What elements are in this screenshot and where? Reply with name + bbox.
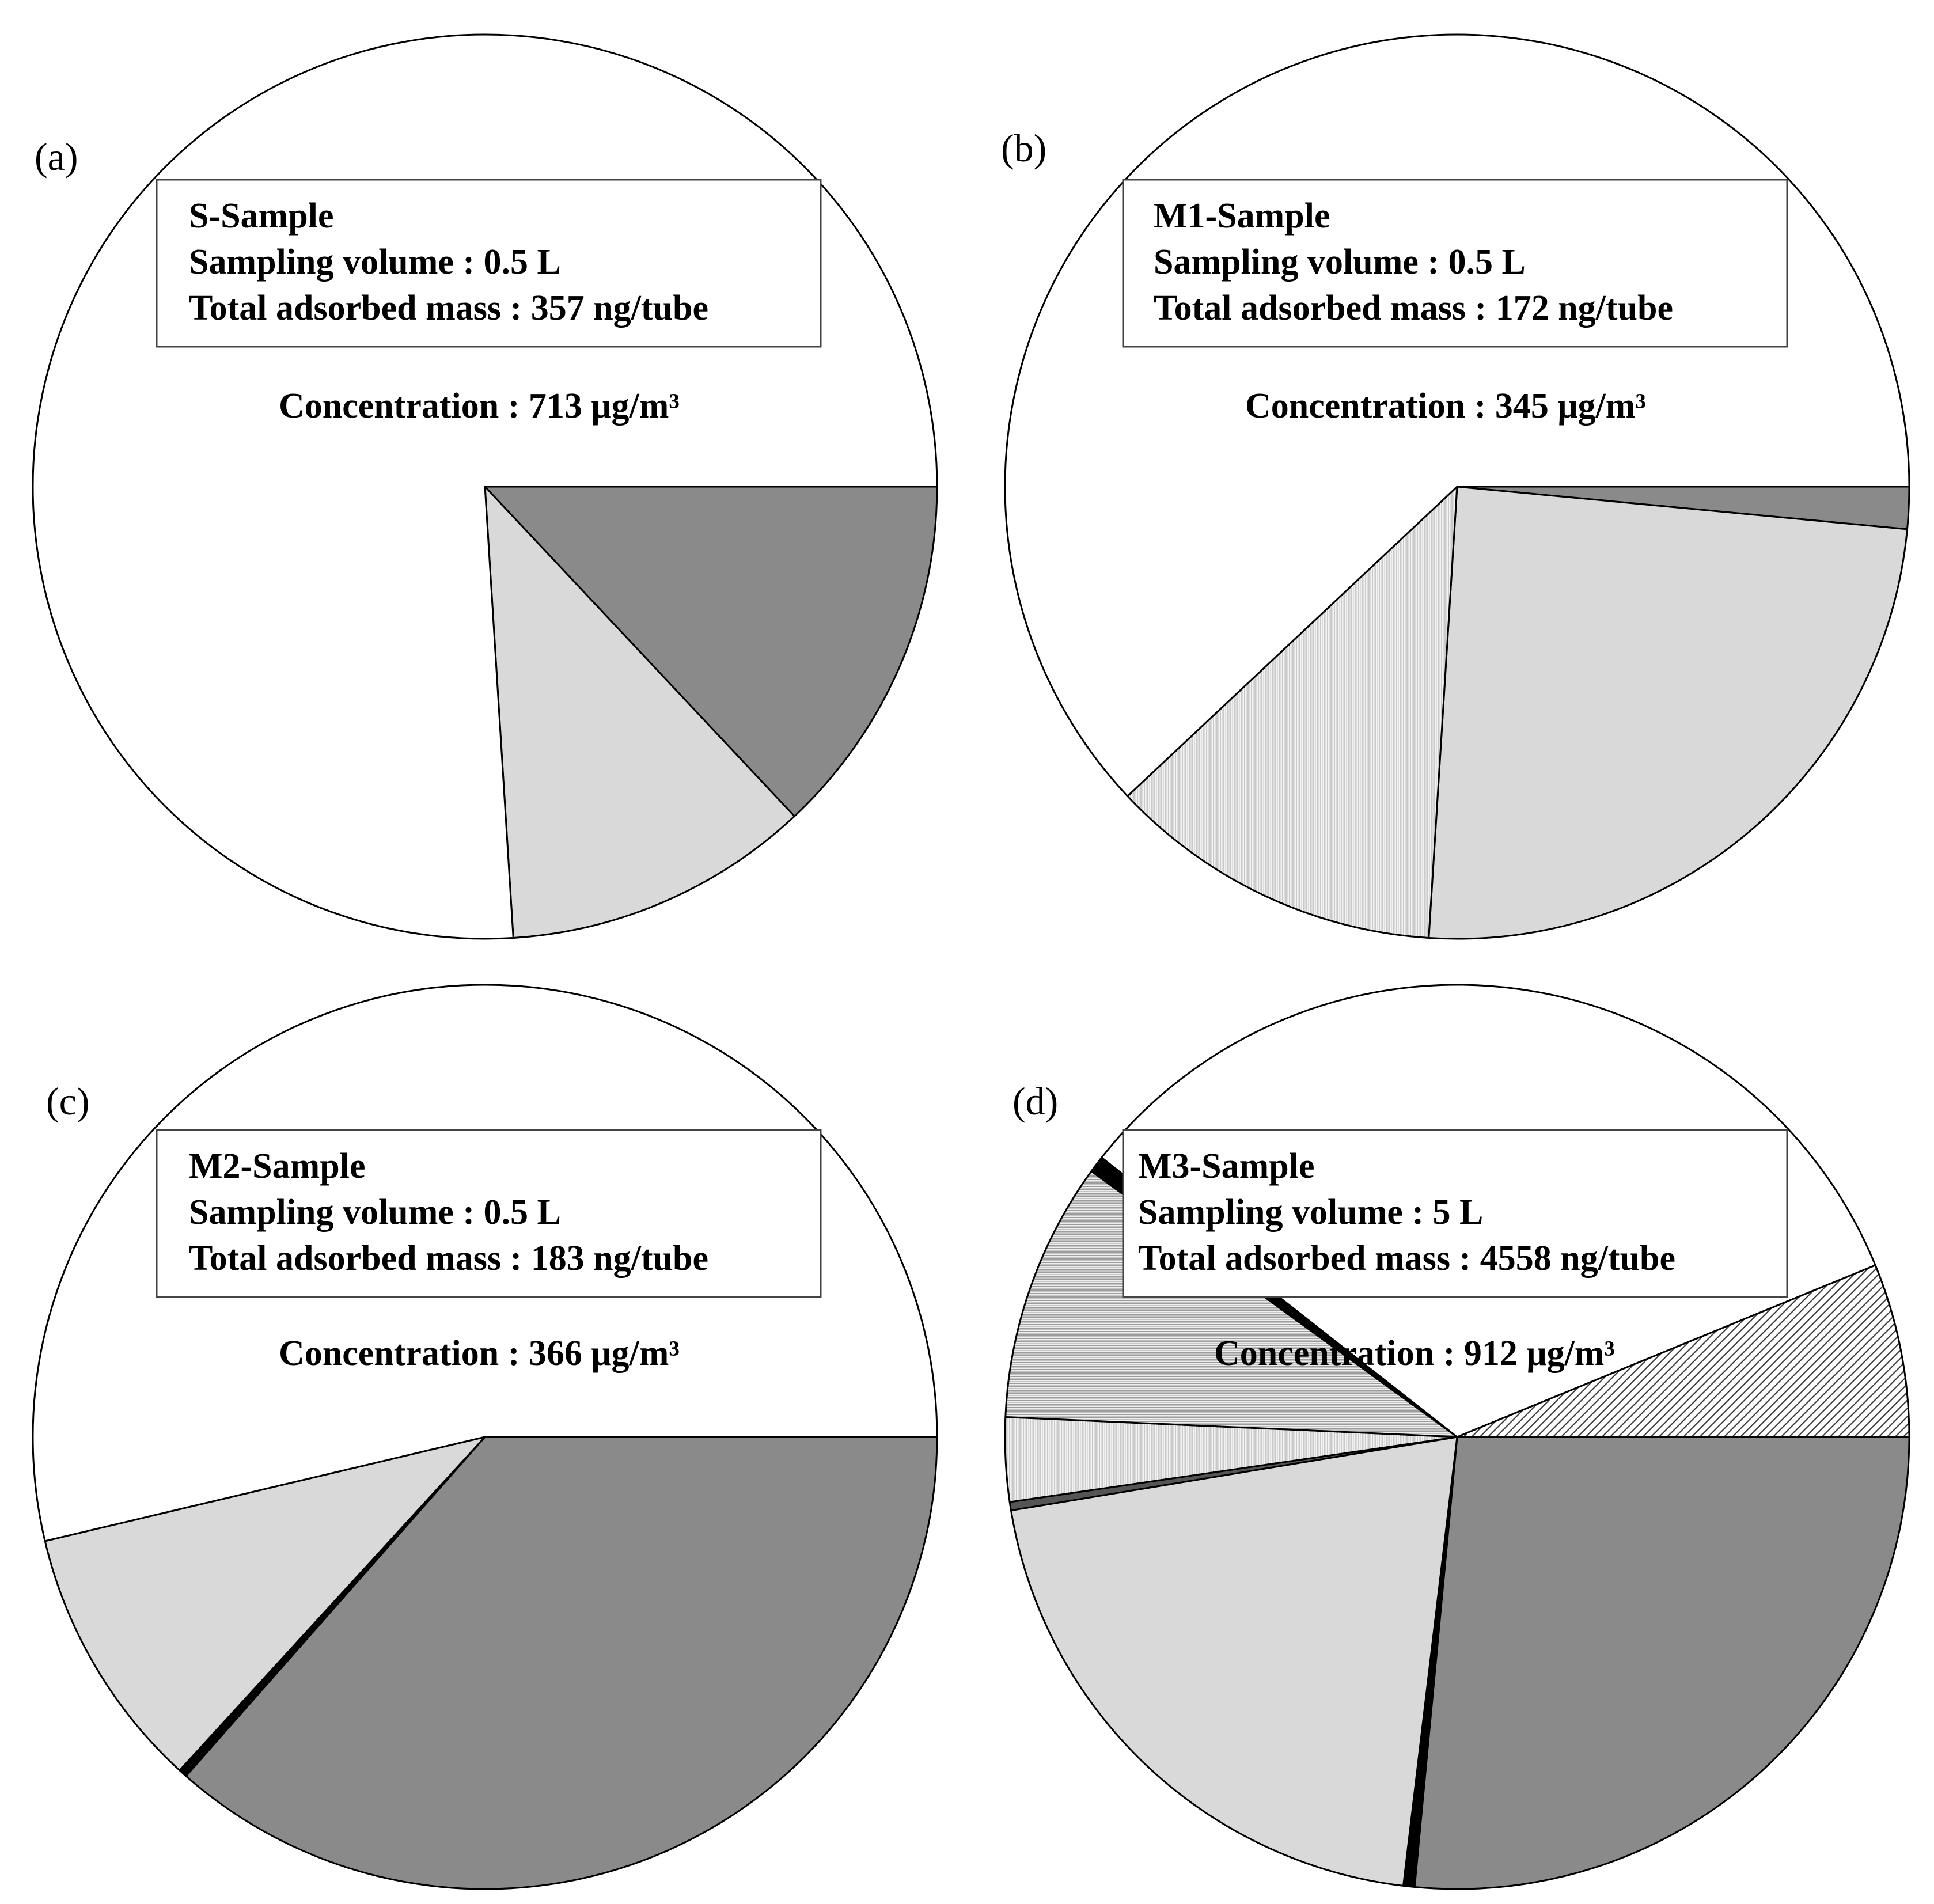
pie-panel-a: [33, 35, 937, 939]
pie-panel-b: [1001, 35, 1909, 939]
pie-slice: [1011, 1437, 1457, 1886]
concentration-label: Concentration : 345 μg/m³: [1245, 386, 1647, 426]
concentration-label: Concentration : 713 μg/m³: [278, 386, 680, 426]
sampling-volume: Sampling volume : 0.5 L: [1154, 242, 1526, 282]
total-adsorbed-mass: Total adsorbed mass : 357 ng/tube: [189, 289, 709, 328]
pie-panel-c: [33, 985, 937, 1889]
pie-panel-d: [1005, 985, 1909, 1889]
panel-label: (d): [1012, 1079, 1059, 1123]
panel-label: (a): [35, 135, 78, 179]
total-adsorbed-mass: Total adsorbed mass : 172 ng/tube: [1154, 289, 1674, 328]
panel-label: (c): [46, 1079, 90, 1123]
sample-name: S-Sample: [189, 196, 334, 236]
pie-slice: [1429, 487, 1908, 939]
pie-slice: [1415, 1437, 1909, 1889]
sample-name: M2-Sample: [189, 1147, 366, 1186]
panel-label: (b): [1001, 126, 1047, 170]
sample-name: M1-Sample: [1154, 196, 1330, 236]
total-adsorbed-mass: Total adsorbed mass : 4558 ng/tube: [1138, 1239, 1676, 1278]
total-adsorbed-mass: Total adsorbed mass : 183 ng/tube: [189, 1239, 709, 1278]
concentration-label: Concentration : 366 μg/m³: [278, 1334, 680, 1373]
sampling-volume: Sampling volume : 0.5 L: [189, 242, 561, 282]
sampling-volume: Sampling volume : 0.5 L: [189, 1193, 561, 1232]
sampling-volume: Sampling volume : 5 L: [1138, 1193, 1484, 1232]
sample-name: M3-Sample: [1138, 1147, 1315, 1186]
concentration-label: Concentration : 912 μg/m³: [1214, 1334, 1616, 1373]
